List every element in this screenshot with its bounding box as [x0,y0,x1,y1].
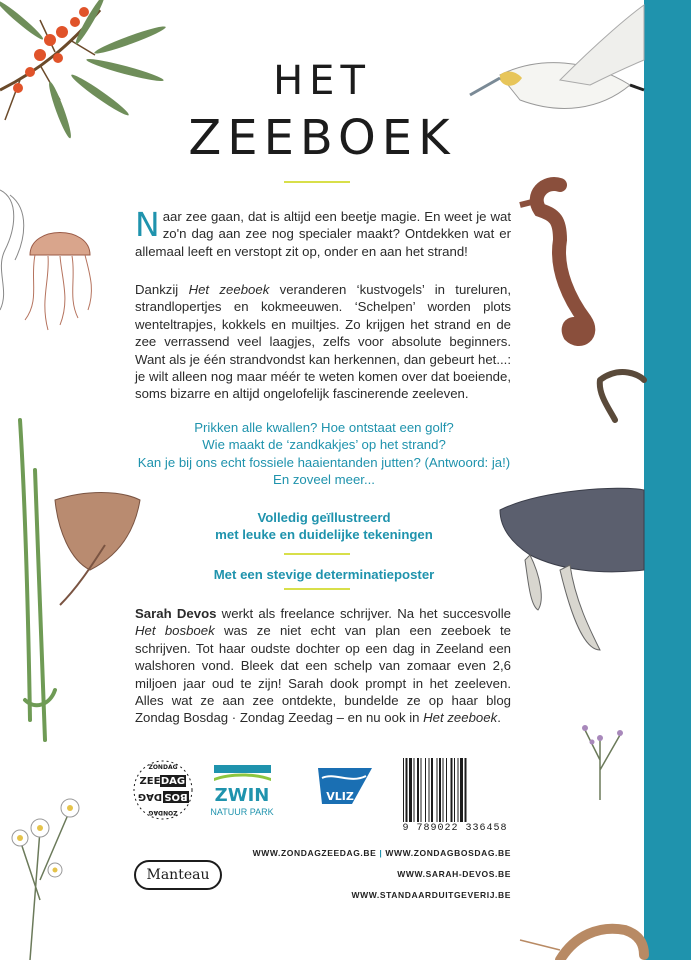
question-line: Wie maakt de ‘zandkakjes’ op het strand? [202,437,446,453]
bio-text-e: . [497,710,501,726]
zondag-bottom-text: ZONDAG [148,809,178,816]
bio-text-c: was ze niet echt van plan een zeeboek te schrijven. Tot haar oudste dochter op een dag in Zeeland een walshoren vond. Bleek dat een schelp van zomaar even 2,6 miljoen jaar oud te zijn! Sarah dook prompt in het zeeleven. Alles wat ze aan zee ontdekte, bundelde ze op haar blog Zondag Bosdag · Zondag Zeedag – en nu ook in [135,623,511,726]
zondag-top-text: ZONDAG [148,764,178,771]
bio-text-a: werkt als freelance schrijver. Na het succesvolle [216,606,511,621]
illustrated-line-1: Volledig geïllustreerd [257,510,391,525]
links-separator: | [379,848,383,858]
zondag-dag2-text: DAG [137,791,163,802]
intro-text: aar zee gaan, dat is altijd een beetje magie. En weet je wat zo'n dag aan zee nog specialer maakt? Ontdekken wat er allemaal leeft en verstopt zit op, onder en aan het strand! [135,209,511,259]
poster-highlight: Met een stevige determinatieposter [213,567,435,582]
question-line: En zoveel meer... [273,472,375,488]
description-text-c: veranderen ‘kustvogels’ in tureluren, strandlopertjes en kokmeeuwen. ‘Schelpen’ worden plots wenteltrapjes, kokkels en muiltjes. Zo krijgen het strand en de zee verrassend veel laagjes, zelfs voor absolute beginners. Want als je één strandvondst kan herkennen, dan gebeurt het...: je wilt alleen nog maar méér te weten komen over dat boeiende, soms bizarre en altijd ongelofelijk fascinerende zeeleven. [135,282,511,402]
publisher-logo: Manteau [134,860,222,890]
zondag-zeedag-logo [134,761,192,819]
question-line: Prikken alle kwallen? Hoe ontstaat een golf? [194,420,454,435]
description-text-a: Dankzij [135,282,189,297]
author-name: Sarah Devos [135,606,217,621]
zwin-sub-text: NATUUR PARK [210,807,274,817]
vliz-text: VLIZ [326,790,354,803]
question-line: Kan je bij ons echt fossiele haaientanden jutten? (Antwoord: ja!) [137,454,511,470]
link-standaarduitgeverij[interactable]: WWW.STANDAARDUITGEVERIJ.BE [351,890,511,900]
zwin-main-text: ZWIN [214,785,270,806]
barcode-graphic [401,758,509,822]
zondag-bos-text: BOS [164,791,188,802]
book-title-italic: Het zeeboek [188,282,270,297]
bio-italic-bosboek: Het bosboek [135,623,215,639]
zondag-dag1-text: DAG [160,776,186,787]
zwin-logo [210,765,273,817]
link-zondagzeedag[interactable]: WWW.ZONDAGZEEDAG.BE [252,848,377,858]
bio-italic-zeeboek: Het zeeboek [423,710,498,726]
illustrated-line-2: met leuke en duidelijke tekeningen [215,527,433,543]
drop-cap: N [135,205,160,244]
zondag-zee-text: ZEE [139,776,161,787]
isbn-barcode [401,758,509,834]
link-sarah-devos[interactable]: WWW.SARAH-DEVOS.BE [397,869,511,879]
vliz-logo [318,768,372,804]
link-zondagbosdag[interactable]: WWW.ZONDAGBOSDAG.BE [385,848,511,858]
links-line-1 [253,843,511,864]
book-title-line-1: HET [273,58,371,104]
isbn-number: 9 789022 336458 [402,823,508,834]
book-title-line-2: ZEEBOEK [188,110,456,166]
website-links [253,843,511,906]
